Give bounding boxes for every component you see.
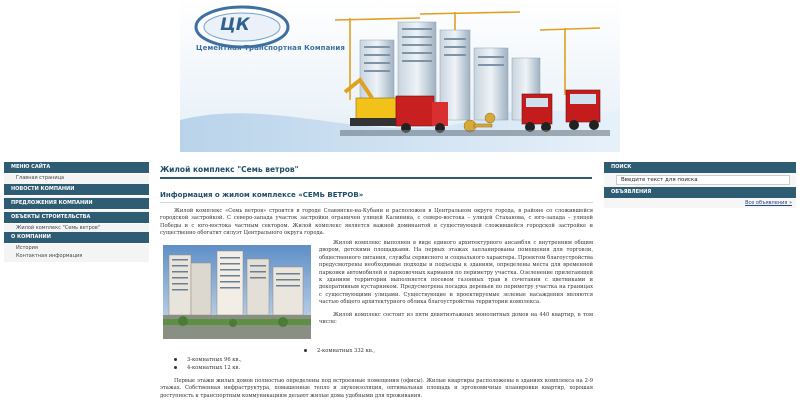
menu-header-site[interactable]: МЕНЮ САЙТА [4,162,149,174]
apartment-count-3room: 3-комнатных 96 кв., [187,357,242,363]
left-sidebar [4,162,149,262]
menu-header-objects[interactable]: ОБЪЕКТЫ СТРОИТЕЛЬСТВА [4,212,149,224]
complex-photo [163,245,311,339]
bullet-icon [304,349,307,352]
apartment-count-2room: 2-комнатных 332 кв., [317,348,376,354]
list-item [174,365,240,372]
page-title: Жилой комплекс "Семь ветров" [160,165,592,179]
search-header: ПОИСК [604,162,796,173]
main-content [160,165,593,399]
ads-header: ОБЪЯВЛЕНИЯ [604,187,796,198]
all-ads-link[interactable]: Все объявления » [745,200,792,206]
description-block [319,240,593,326]
menu-item-home[interactable]: Главная страница [16,175,65,181]
apartment-count-4room: 4-комнатных 12 кв. [187,365,241,371]
menu-header-offers[interactable]: ПРЕДЛОЖЕНИЯ КОМПАНИИ [4,198,149,210]
menu-item-contacts[interactable]: Контактная информация [16,253,83,259]
architecture-paragraph: Жилой комплекс выполнен в виде единого архитектурного ансамбля с внутренним общим двором, детскими площадками. На первых этажах запланированы помещения для торговли, общественного питания, службы сервисного и социального характера. Проектом благоустройства предусмотрены необходимые подходы и подъезды к зданиям, определены места для временной парковки автомобилей и парковочных карманов по периметру участка. Озеленение прилегающей к зданиям территории выполняется посевом газонных трав в сочетании с цветниками и декоративным кустарником. Предусмотрена посадка деревьев по периметру участка на границах с существующими улицами. Существующие и проектируемые зеленые насаждения являются частью общего архитектурного облика благоустройства территории комплекса. [319,240,593,306]
search-input[interactable]: Введите текст для поиска [616,175,790,185]
list-item [174,357,242,364]
closing-paragraph: Первые этажи жилых домов полностью определены под встроенные помещения (офисы). Жилые квартиры расположены в зданиях комплекса на 2-9 этажах. Собственная инфраструктура, повышенные тепло и звукоизоляция, оптимальная площадь и эргономичные планировки квартир, хорошая доступность к транспортным коммуникациям делают жилые дома удобными для проживания. [160,378,593,399]
logo-caption: Цементная Транспортная Компания [196,44,345,52]
composition-paragraph: Жилой комплекс состоит из пяти девятиэтажных монолитных домов на 440 квартир, в том числе: [319,311,593,326]
list-item [304,348,375,355]
menu-header-news[interactable]: НОВОСТИ КОМПАНИИ [4,184,149,196]
header-banner [0,0,800,152]
section-title: Информация о жилом комплексе «СЕМЬ ВЕТРОВ» [160,183,593,203]
banner-illustration [0,0,800,152]
bullet-icon [174,366,177,369]
menu-item-history[interactable]: История [16,245,38,251]
intro-paragraph: Жилой комплекс «Семь ветров» строится в городе Славянске-на-Кубани и расположен в Центральном округе города, в районе со сложившейся городской застройкой. С северо-запада участок застройки ограничен улицей Калинина, с северо-востока – улицей Стаханова, с юго-запада – улицей Победы и с юго-востока частным сектором. Жилой комплекс является важной доминантой в существующей сложившейся городской застройке и существенно обогатит силуэт Центрального округа города. [160,208,593,237]
bullet-icon [174,358,177,361]
menu-header-about[interactable]: О КОМПАНИИ [4,232,149,244]
menu-item-seven-winds[interactable]: Жилой комплекс "Семь ветров" [16,225,101,231]
logo-letters: ЦК [220,15,250,35]
right-sidebar [604,162,796,208]
